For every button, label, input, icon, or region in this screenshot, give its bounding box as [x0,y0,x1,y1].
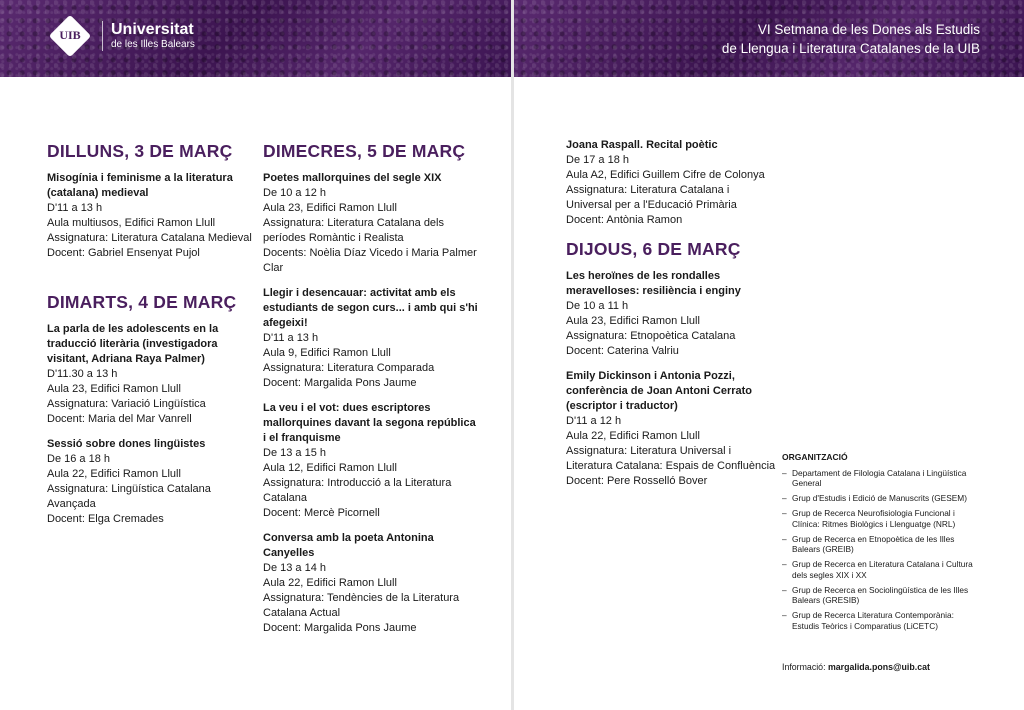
event-item [263,531,478,636]
event-teacher: Docent: Caterina Valriu [566,345,679,357]
event-item [566,138,776,228]
event-teacher: Docent: Margalida Pons Jaume [263,622,417,634]
event-place: Aula 22, Edifici Ramon Llull [263,577,397,589]
schedule-column-1 [47,140,252,537]
event-item [47,322,252,427]
event-time: De 13 a 14 h [263,562,326,574]
day-heading: DIJOUS, 6 DE MARÇ [566,239,741,259]
event-place: Aula multiusos, Edifici Ramon Llull [47,217,216,229]
event-time: De 17 a 18 h [566,154,629,166]
contact-info [782,662,930,672]
list-item: – Departament de Filologia Catalana i Lingüística General [782,468,982,489]
event-time: D'11 a 13 h [263,332,319,344]
event-item [263,401,478,521]
event-item [47,437,252,527]
event-teacher: Docent: Mercè Picornell [263,507,380,519]
uib-logo [48,14,195,58]
schedule-column-3 [566,138,776,499]
event-item [566,269,776,359]
day-heading: DILLUNS, 3 DE MARÇ [47,141,233,161]
event-subject: Assignatura: Tendències de la Literatura Catalana Actual [263,592,460,619]
event-place: Aula 23, Edifici Ramon Llull [566,315,700,327]
organization-section [782,452,982,636]
event-title: Conversa amb la poeta Antonina Canyelles [263,532,434,559]
event-place: Aula 23, Edifici Ramon Llull [47,383,181,395]
event-time: De 10 a 12 h [263,187,326,199]
event-time: D'11 a 12 h [566,415,622,427]
event-title: La veu i el vot: dues escriptores mallorquines davant la segona república i el franquisme [263,402,476,444]
event-place: Aula 9, Edifici Ramon Llull [263,347,391,359]
event-place: Aula 22, Edifici Ramon Llull [566,430,700,442]
event-time: D'11.30 a 13 h [47,368,118,380]
logo-subname: de les Illes Balears [111,39,195,50]
event-teacher: Docent: Maria del Mar Vanrell [47,413,192,425]
event-time: De 13 a 15 h [263,447,326,459]
info-label: Informació: [782,662,826,672]
event-teacher: Docent: Elga Cremades [47,513,164,525]
list-item: – Grup de Recerca en Etnopoètica de les Illes Balears (GREIB) [782,534,982,555]
event-title: Sessió sobre dones lingüistes [47,438,206,450]
header-banner-right [514,0,1024,77]
event-subject: Assignatura: Literatura Catalana dels períodes Romàntic i Realista [263,217,444,244]
event-place: Aula 12, Edifici Ramon Llull [263,462,397,474]
event-item [263,171,478,276]
list-item: – Grup de Recerca Literatura Contemporània: Estudis Teòrics i Comparatius (LiCETC) [782,610,982,631]
event-time: D'11 a 13 h [47,202,103,214]
event-item [566,369,776,489]
event-title: Misogínia i feminisme a la literatura (catalana) medieval [47,172,233,199]
event-teacher: Docent: Gabriel Ensenyat Pujol [47,247,200,259]
organization-list [782,468,982,632]
event-subject: Assignatura: Literatura Comparada [263,362,435,374]
event-teacher: Docents: Noèlia Díaz Vicedo i Maria Palmer Clar [263,247,477,274]
event-subject: Assignatura: Literatura Catalana i Universal per a l'Educació Primària [566,184,737,211]
event-time: De 10 a 11 h [566,300,629,312]
event-subject: Assignatura: Lingüística Catalana Avançada [47,483,211,510]
uib-emblem-icon: UIB [48,14,92,58]
event-teacher: Docent: Pere Rosselló Bover [566,475,708,487]
schedule-column-2 [263,140,478,646]
day-heading: DIMECRES, 5 DE MARÇ [263,141,466,161]
event-title: Emily Dickinson i Antonia Pozzi, conferència de Joan Antoni Cerrato (escriptor i traductor) [566,370,753,412]
info-email[interactable]: margalida.pons@uib.cat [827,662,930,672]
page-fold [511,0,514,710]
event-title: Joana Raspall. Recital poètic [566,139,718,151]
event-title: Poetes mallorquines del segle XIX [263,172,442,184]
event-place: Aula A2, Edifici Guillem Cifre de Colonya [566,169,765,181]
logo-name: Universitat [111,21,194,38]
organization-heading: ORGANITZACIÓ [782,452,848,462]
event-subject: Assignatura: Literatura Catalana Medieval [47,232,252,244]
event-teacher: Docent: Margalida Pons Jaume [263,377,417,389]
event-subject: Assignatura: Variació Lingüística [47,398,206,410]
event-place: Aula 23, Edifici Ramon Llull [263,202,397,214]
event-title: VI Setmana de les Dones als Estudis de Llengua i Literatura Catalanes de la UIB [721,22,980,56]
event-subject: Assignatura: Etnopoètica Catalana [566,330,736,342]
event-title: Les heroïnes de les rondalles meravelloses: resiliència i enginy [566,270,741,297]
event-title: La parla de les adolescents en la traducció literària (investigadora visitant, Adriana Raya Palmer) [47,323,219,365]
event-item [263,286,478,391]
list-item: – Grup de Recerca en Sociolingüística de les Illes Balears (GRESIB) [782,585,982,606]
event-subject: Assignatura: Introducció a la Literatura Catalana [263,477,452,504]
event-place: Aula 22, Edifici Ramon Llull [47,468,181,480]
event-teacher: Docent: Antònia Ramon [566,214,683,226]
list-item: – Grup d'Estudis i Edició de Manuscrits (GESEM) [782,493,982,504]
event-item [47,171,252,261]
event-subject: Assignatura: Literatura Universal i Literatura Catalana: Espais de Confluència [566,445,776,472]
list-item: – Grup de Recerca en Literatura Catalana i Cultura dels segles XIX i XX [782,559,982,580]
day-heading: DIMARTS, 4 DE MARÇ [47,292,237,312]
header-banner-left [0,0,511,77]
list-item: – Grup de Recerca Neurofisiologia Funcional i Clínica: Ritmes Biològics i Llenguatge (NRL) [782,508,982,529]
event-title: Llegir i desencauar: activitat amb els estudiants de segon curs... i amb qui s'hi afegeixi! [263,287,478,329]
event-time: De 16 a 18 h [47,453,110,465]
